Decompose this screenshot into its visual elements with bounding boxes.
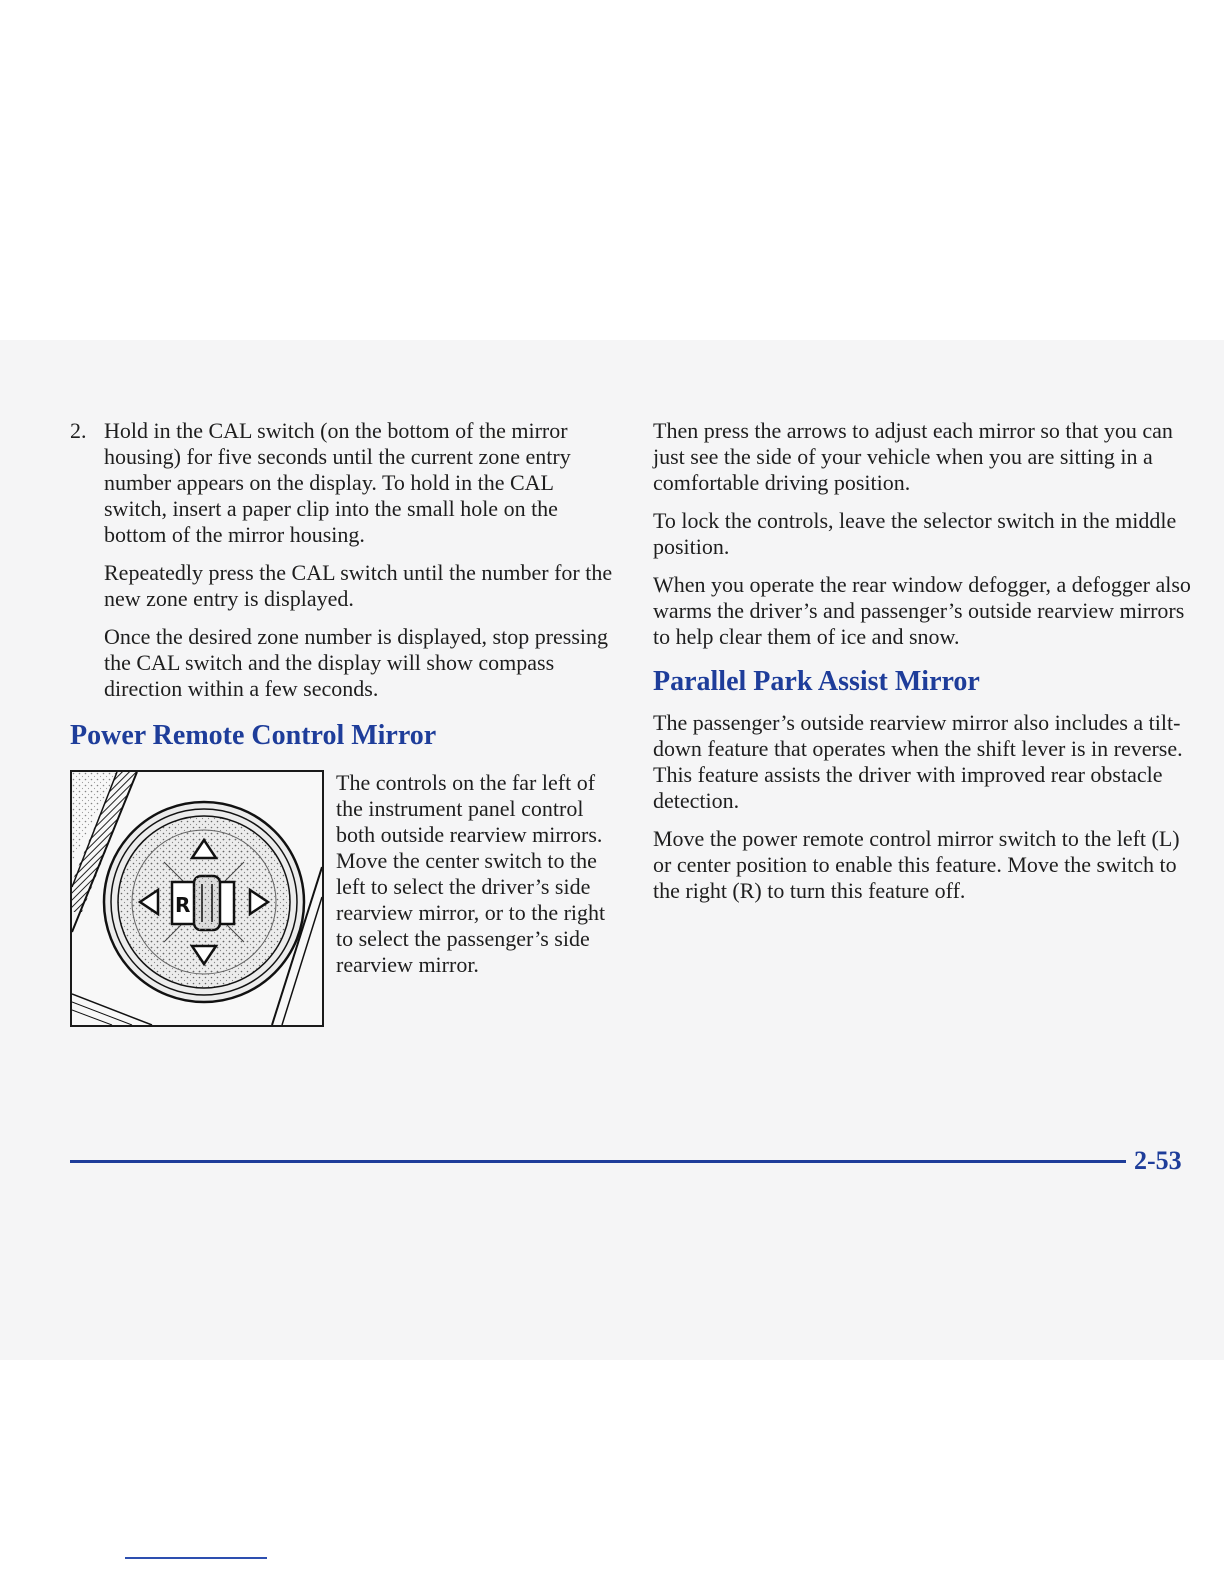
paragraph-lock-controls: To lock the controls, leave the selector switch in the middle position. <box>653 508 1177 559</box>
mirror-control-section <box>70 770 615 1060</box>
step-number: 2. <box>70 418 87 443</box>
selector-letter-r: R <box>175 893 191 917</box>
paragraph-compass-direction: Once the desired zone number is displayed, stop pressing the CAL switch and the display will show compass direction within a few seconds. <box>104 624 609 701</box>
bottom-link-rule <box>125 1557 267 1559</box>
mirror-control-illustration <box>70 770 324 1027</box>
paragraph-switch-position: Move the power remote control mirror switch to the left (L) or center position to enable this feature. Move the switch to the right (R) to turn this feature off. <box>653 826 1180 903</box>
figure-caption-text: The controls on the far left of the instrument panel control both outside rearview mirrors. Move the center switch to the left to select the driver’s side rearview mirror, or to the right to select the passenger’s side rearview mirror. <box>336 770 606 977</box>
paragraph-defogger: When you operate the rear window defogger, a defogger also warms the driver’s and passenger’s outside rearview mirrors to help clear them of ice and snow. <box>653 572 1191 649</box>
step-text: Hold in the CAL switch (on the bottom of the mirror housing) for five seconds until the current zone entry number appears on the display. To hold in the CAL switch, insert a paper clip into the small hole on the bottom of the mirror housing. <box>104 418 571 547</box>
heading-parallel-park-assist-mirror: Parallel Park Assist Mirror <box>653 666 980 697</box>
right-column <box>653 418 1193 904</box>
paragraph-adjust-arrows: Then press the arrows to adjust each mirror so that you can just see the side of your vehicle when you are sitting in a comfortable driving position. <box>653 418 1173 495</box>
step-2 <box>70 418 615 548</box>
left-column <box>70 418 615 1060</box>
footer-rule <box>70 1160 1126 1163</box>
heading-power-remote-control-mirror: Power Remote Control Mirror <box>70 720 437 751</box>
page-number: 2-53 <box>1134 1146 1182 1175</box>
paragraph-tilt-down: The passenger’s outside rearview mirror also includes a tilt-down feature that operates when the shift lever is in reverse. This feature assists the driver with improved rear obstacle detection. <box>653 710 1183 813</box>
paragraph-repeat-press: Repeatedly press the CAL switch until the number for the new zone entry is displayed. <box>104 560 613 611</box>
